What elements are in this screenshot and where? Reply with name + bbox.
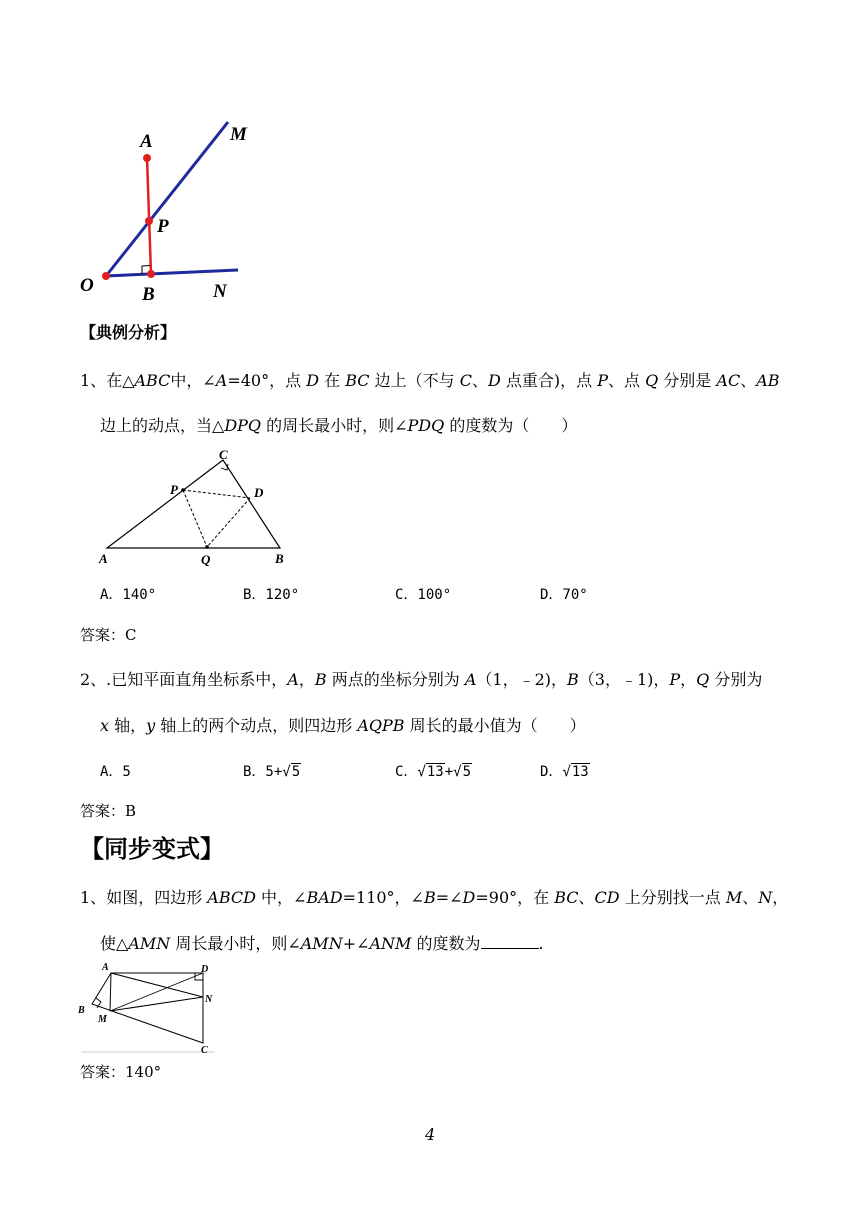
label-c: C <box>201 1045 208 1055</box>
q2-option-b: B．5+√5 <box>243 764 301 780</box>
point-b <box>147 270 155 278</box>
q2-option-a: A．5 <box>100 764 131 780</box>
section-heading-variant: 【同步变式】 <box>80 835 224 863</box>
segment-an <box>111 973 203 997</box>
segment-pq <box>183 490 207 547</box>
label-c: C <box>219 447 228 462</box>
variant-question-1-line-1: 1、如图，四边形 ABCD 中，∠BAD=110°，∠B=∠D=90°，在 BC、CD 上分别找一点 M、N， <box>80 888 789 907</box>
q2-answer: 答案：B <box>80 802 137 820</box>
answer-blank <box>481 934 539 949</box>
question-1-line-2: 边上的动点，当△DPQ 的周长最小时，则∠PDQ 的度数为（ ） <box>100 416 578 435</box>
label-b: B <box>275 551 284 566</box>
label-a: A <box>140 131 153 152</box>
question-2-line-2: x 轴，y 轴上的两个动点，则四边形 AQPB 周长的最小值为（ ） <box>100 716 586 735</box>
q1-option-a: A．140° <box>100 587 157 603</box>
figure-triangle-dpq <box>95 446 305 570</box>
q1-option-d: D．70° <box>540 587 588 603</box>
label-o: O <box>80 275 94 296</box>
variant-question-1-line-2: 使△AMN 周长最小时，则∠AMN+∠ANM 的度数为 . <box>100 934 544 953</box>
segment-ab <box>147 158 151 274</box>
quadrilateral-abcd <box>92 973 203 1043</box>
point-p <box>145 217 153 225</box>
label-m: M <box>98 1014 107 1025</box>
question-2-line-1: 2、.已知平面直角坐标系中，A，B 两点的坐标分别为 A（1，﹣2)，B（3，﹣1)，P，Q 分别为 <box>80 670 763 689</box>
segment-dq <box>207 498 250 547</box>
variant-q1-answer: 答案：140° <box>80 1063 162 1081</box>
question-1-line-1: 1、在△ABC中，∠A=40°，点 D 在 BC 边上（不与 C、D 点重合)，点 P、点 Q 分别是 AC、AB <box>80 371 780 390</box>
q2-option-c: C．√13+√5 <box>395 764 472 780</box>
point-a <box>143 154 151 162</box>
q1-answer: 答案：C <box>80 626 137 644</box>
point-q <box>205 545 209 549</box>
q2-option-d: D．√13 <box>540 764 589 780</box>
figure-quadrilateral-abcd <box>75 960 220 1055</box>
q1-option-c: C．100° <box>395 587 452 603</box>
point-p <box>181 488 185 492</box>
label-n: N <box>213 281 227 302</box>
label-d: D <box>201 964 209 975</box>
label-b: B <box>142 284 155 305</box>
segment-mn <box>110 997 203 1011</box>
figure-angle-bisector <box>70 110 270 310</box>
point-o <box>102 272 110 280</box>
ray-om <box>106 122 228 276</box>
label-p: P <box>157 216 169 237</box>
label-p: P <box>170 482 178 497</box>
segment-pd <box>183 490 250 498</box>
label-n: N <box>205 994 213 1005</box>
label-b: B <box>78 1005 85 1016</box>
label-a: A <box>102 962 109 973</box>
label-d: D <box>254 485 264 500</box>
label-m: M <box>230 124 247 145</box>
segment-md <box>110 973 203 1011</box>
label-q: Q <box>201 552 211 567</box>
section-heading-example: 【典例分析】 <box>80 323 177 342</box>
ray-on <box>106 270 238 276</box>
page-number: 4 <box>425 1125 436 1144</box>
label-a: A <box>99 551 108 566</box>
triangle-abc <box>107 460 280 548</box>
q1-option-b: B．120° <box>243 587 300 603</box>
segment-am <box>110 973 111 1011</box>
